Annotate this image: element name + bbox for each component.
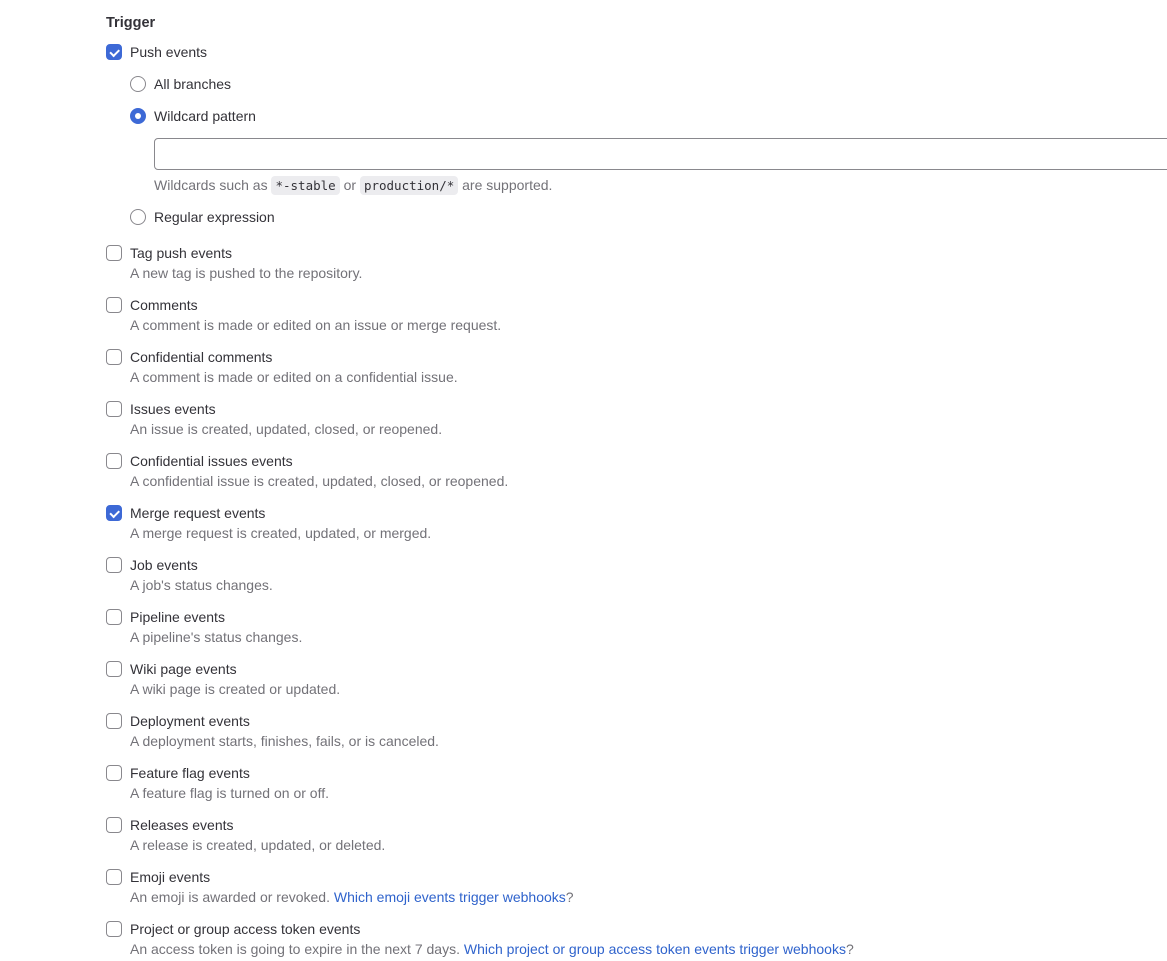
event-row-wiki-page-events [106, 659, 1167, 699]
wildcard-code-example-1: *-stable [271, 176, 339, 195]
deployment-events-label[interactable]: Deployment events [130, 713, 250, 729]
event-row-job-events [106, 555, 1167, 595]
push-events-row [106, 42, 1167, 62]
wildcard-pattern-label[interactable]: Wildcard pattern [154, 108, 256, 124]
wiki-page-events-description: A wiki page is created or updated. [130, 681, 341, 697]
releases-events-checkbox[interactable] [106, 817, 122, 833]
confidential-comments-checkbox[interactable] [106, 349, 122, 365]
issues-events-description: An issue is created, updated, closed, or reopened. [130, 421, 443, 437]
comments-description: A comment is made or edited on an issue or merge request. [130, 317, 502, 333]
access-token-events-checkbox[interactable] [106, 921, 122, 937]
wildcard-help-suffix: are supported. [462, 177, 553, 193]
tag-push-events-label[interactable]: Tag push events [130, 245, 232, 261]
releases-events-label[interactable]: Releases events [130, 817, 234, 833]
merge-request-events-checkbox[interactable] [106, 505, 122, 521]
confidential-issues-events-label[interactable]: Confidential issues events [130, 453, 293, 469]
event-row-confidential-comments [106, 347, 1167, 387]
tag-push-events-description: A new tag is pushed to the repository. [130, 265, 363, 281]
wildcard-help-prefix: Wildcards such as [154, 177, 268, 193]
event-row-deployment-events [106, 711, 1167, 751]
event-row-tag-push-events [106, 243, 1167, 283]
merge-request-events-label[interactable]: Merge request events [130, 505, 266, 521]
all-branches-radio[interactable] [130, 76, 146, 92]
all-branches-label[interactable]: All branches [154, 76, 232, 92]
event-row-issues-events [106, 399, 1167, 439]
regular-expression-radio[interactable] [130, 209, 146, 225]
emoji-events-label[interactable]: Emoji events [130, 869, 211, 885]
job-events-checkbox[interactable] [106, 557, 122, 573]
regular-expression-label[interactable]: Regular expression [154, 209, 275, 225]
wiki-page-events-checkbox[interactable] [106, 661, 122, 677]
push-events-checkbox[interactable] [106, 44, 122, 60]
wildcard-help-text [154, 176, 1167, 195]
job-events-label[interactable]: Job events [130, 557, 198, 573]
emoji-events-description-text: An emoji is awarded or revoked. [130, 889, 330, 905]
wildcard-pattern-radio[interactable] [130, 108, 146, 124]
event-row-feature-flag-events [106, 763, 1167, 803]
access-token-events-description [130, 939, 1167, 959]
emoji-events-description [130, 887, 1167, 907]
deployment-events-checkbox[interactable] [106, 713, 122, 729]
pipeline-events-description: A pipeline's status changes. [130, 629, 303, 645]
wildcard-code-example-2: production/* [360, 176, 458, 195]
wildcard-pattern-row [130, 106, 1167, 126]
comments-label[interactable]: Comments [130, 297, 198, 313]
emoji-events-checkbox[interactable] [106, 869, 122, 885]
job-events-description: A job's status changes. [130, 577, 273, 593]
event-row-emoji-events [106, 867, 1167, 907]
all-branches-row [130, 74, 1167, 94]
comments-checkbox[interactable] [106, 297, 122, 313]
wildcard-help-conjunction: or [343, 177, 357, 193]
trigger-heading: Trigger [106, 15, 156, 31]
pipeline-events-checkbox[interactable] [106, 609, 122, 625]
regular-expression-row [130, 207, 1167, 227]
access-token-events-help-link[interactable]: Which project or group access token events trigger webhooks [463, 941, 846, 957]
event-row-pipeline-events [106, 607, 1167, 647]
issues-events-checkbox[interactable] [106, 401, 122, 417]
issues-events-label[interactable]: Issues events [130, 401, 216, 417]
event-row-comments [106, 295, 1167, 335]
releases-events-description: A release is created, updated, or deleted. [130, 837, 386, 853]
access-token-events-description-text: An access token is going to expire in the next 7 days. [130, 941, 460, 957]
confidential-issues-events-description: A confidential issue is created, updated, closed, or reopened. [130, 473, 509, 489]
wildcard-pattern-input[interactable] [154, 138, 1167, 170]
event-row-merge-request-events [106, 503, 1167, 543]
confidential-issues-events-checkbox[interactable] [106, 453, 122, 469]
deployment-events-description: A deployment starts, finishes, fails, or is canceled. [130, 733, 439, 749]
push-events-label[interactable]: Push events [130, 44, 208, 60]
push-events-group [106, 42, 1167, 227]
tag-push-events-checkbox[interactable] [106, 245, 122, 261]
feature-flag-events-label[interactable]: Feature flag events [130, 765, 250, 781]
emoji-events-help-link[interactable]: Which emoji events trigger webhooks [333, 889, 566, 905]
event-row-releases-events [106, 815, 1167, 855]
confidential-comments-description: A comment is made or edited on a confidential issue. [130, 369, 458, 385]
access-token-events-link-suffix: ? [845, 941, 854, 957]
feature-flag-events-description: A feature flag is turned on or off. [130, 785, 329, 801]
feature-flag-events-checkbox[interactable] [106, 765, 122, 781]
event-row-project-or-group-access-token-events [106, 919, 1167, 959]
access-token-events-label[interactable]: Project or group access token events [130, 921, 361, 937]
merge-request-events-description: A merge request is created, updated, or merged. [130, 525, 432, 541]
confidential-comments-label[interactable]: Confidential comments [130, 349, 273, 365]
event-row-confidential-issues-events [106, 451, 1167, 491]
emoji-events-link-suffix: ? [565, 889, 574, 905]
push-events-branch-filter [130, 74, 1167, 227]
wiki-page-events-label[interactable]: Wiki page events [130, 661, 237, 677]
pipeline-events-label[interactable]: Pipeline events [130, 609, 225, 625]
